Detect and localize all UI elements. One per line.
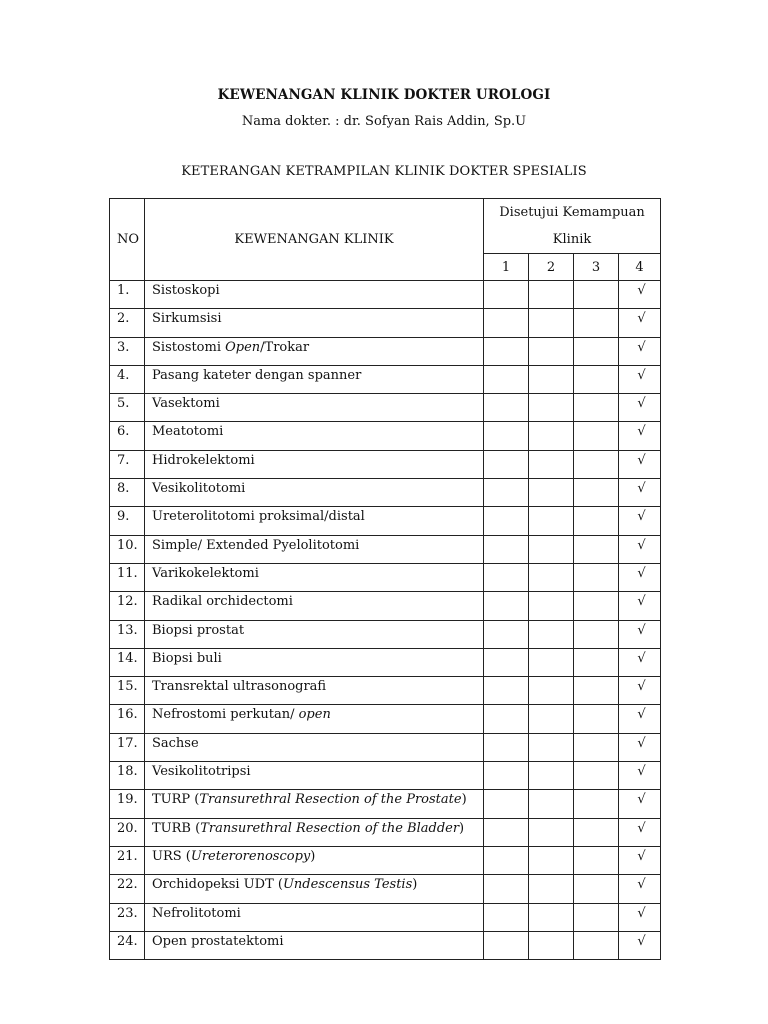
level-4-cell — [619, 648, 661, 676]
level-3-cell — [574, 309, 619, 337]
procedure-name-part: Orchidopeksi UDT ( — [152, 877, 283, 893]
level-2-cell — [529, 337, 574, 365]
level-2-cell — [529, 309, 574, 337]
table-row — [110, 365, 661, 393]
document-title: KEWENANGAN KLINIK DOKTER UROLOGI — [217, 87, 551, 103]
table-row — [110, 507, 661, 535]
check-mark: √ — [637, 764, 646, 780]
level-1-cell — [484, 281, 529, 309]
procedure-name — [145, 903, 484, 931]
table-row — [110, 563, 661, 591]
procedure-name-part: Hidrokelektomi — [152, 452, 255, 468]
row-number: 12. — [110, 592, 145, 620]
procedure-name-part: Vesikolitotomi — [152, 481, 246, 497]
level-4-cell — [619, 677, 661, 705]
check-mark: √ — [637, 792, 646, 808]
row-number: 18. — [110, 762, 145, 790]
level-2-cell — [529, 450, 574, 478]
procedure-name-part: Pasang kateter dengan spanner — [152, 367, 362, 383]
procedure-name — [145, 535, 484, 563]
level-4-cell — [619, 450, 661, 478]
level-2-cell — [529, 677, 574, 705]
level-4-cell — [619, 394, 661, 422]
level-3-cell — [574, 479, 619, 507]
row-number: 17. — [110, 733, 145, 761]
level-3-cell — [574, 422, 619, 450]
procedure-name-part: ) — [461, 792, 467, 808]
level-2-cell — [529, 818, 574, 846]
check-mark: √ — [637, 735, 646, 751]
level-4-cell — [619, 479, 661, 507]
row-number: 14. — [110, 648, 145, 676]
level-2-cell — [529, 422, 574, 450]
level-3-cell — [574, 677, 619, 705]
document-subtitle: KETERANGAN KETRAMPILAN KLINIK DOKTER SPESIALIS — [181, 164, 587, 179]
level-2-cell — [529, 365, 574, 393]
check-mark: √ — [637, 452, 646, 468]
level-2-cell — [529, 281, 574, 309]
procedure-name — [145, 648, 484, 676]
doctor-name-line: Nama dokter. : dr. Sofyan Rais Addin, Sp.U — [241, 114, 527, 129]
table-header-row — [110, 199, 661, 254]
level-3-cell — [574, 846, 619, 874]
level-4-cell — [619, 875, 661, 903]
check-mark: √ — [637, 537, 646, 553]
level-2-cell — [529, 705, 574, 733]
header-level-3: 3 — [574, 254, 619, 281]
level-1-cell — [484, 365, 529, 393]
level-2-cell — [529, 479, 574, 507]
procedure-name — [145, 450, 484, 478]
level-3-cell — [574, 875, 619, 903]
procedure-name-part: Meatotomi — [152, 424, 224, 440]
procedure-name-part: Transurethral Resection of the Bladder — [200, 820, 460, 836]
check-mark: √ — [637, 424, 646, 440]
table-row — [110, 846, 661, 874]
level-3-cell — [574, 903, 619, 931]
level-4-cell — [619, 931, 661, 959]
procedure-name-part: Nefrolitotomi — [152, 905, 241, 921]
level-3-cell — [574, 337, 619, 365]
level-2-cell — [529, 733, 574, 761]
level-2-cell — [529, 790, 574, 818]
row-number: 10. — [110, 535, 145, 563]
row-number: 13. — [110, 620, 145, 648]
level-1-cell — [484, 705, 529, 733]
procedure-name-part: ) — [459, 820, 465, 836]
procedure-name-part: Sachse — [152, 735, 199, 751]
procedure-name — [145, 620, 484, 648]
procedure-name — [145, 507, 484, 535]
header-no: NO — [110, 199, 145, 281]
level-1-cell — [484, 875, 529, 903]
row-number: 21. — [110, 846, 145, 874]
header-level-4: 4 — [619, 254, 661, 281]
row-number: 8. — [110, 479, 145, 507]
procedure-name — [145, 790, 484, 818]
procedure-name-part: TURP ( — [152, 792, 200, 808]
level-3-cell — [574, 818, 619, 846]
level-1-cell — [484, 450, 529, 478]
level-4-cell — [619, 592, 661, 620]
row-number: 19. — [110, 790, 145, 818]
table-row — [110, 394, 661, 422]
table-row — [110, 733, 661, 761]
check-mark: √ — [637, 311, 646, 327]
check-mark: √ — [637, 481, 646, 497]
level-3-cell — [574, 281, 619, 309]
level-4-cell — [619, 762, 661, 790]
level-2-cell — [529, 394, 574, 422]
table-row — [110, 677, 661, 705]
row-number: 2. — [110, 309, 145, 337]
procedure-name — [145, 762, 484, 790]
check-mark: √ — [637, 679, 646, 695]
level-1-cell — [484, 762, 529, 790]
level-1-cell — [484, 733, 529, 761]
check-mark: √ — [637, 707, 646, 723]
check-mark: √ — [637, 367, 646, 383]
table-row — [110, 422, 661, 450]
level-4-cell — [619, 535, 661, 563]
level-4-cell — [619, 563, 661, 591]
procedure-name-part: Sistostomi — [152, 339, 226, 355]
level-3-cell — [574, 592, 619, 620]
check-mark: √ — [637, 622, 646, 638]
row-number: 5. — [110, 394, 145, 422]
check-mark: √ — [637, 509, 646, 525]
row-number: 23. — [110, 903, 145, 931]
table-row — [110, 337, 661, 365]
procedure-name-part: Undescensus Testis — [282, 877, 413, 893]
level-4-cell — [619, 846, 661, 874]
procedure-name — [145, 733, 484, 761]
level-1-cell — [484, 648, 529, 676]
level-1-cell — [484, 337, 529, 365]
level-4-cell — [619, 309, 661, 337]
table-row — [110, 875, 661, 903]
level-1-cell — [484, 790, 529, 818]
level-1-cell — [484, 592, 529, 620]
table-row — [110, 535, 661, 563]
procedure-name — [145, 677, 484, 705]
procedure-name-part: Vasektomi — [152, 396, 220, 412]
table-row — [110, 450, 661, 478]
row-number: 20. — [110, 818, 145, 846]
level-4-cell — [619, 818, 661, 846]
check-mark: √ — [637, 565, 646, 581]
row-number: 16. — [110, 705, 145, 733]
check-mark: √ — [637, 905, 646, 921]
level-2-cell — [529, 563, 574, 591]
level-3-cell — [574, 563, 619, 591]
row-number: 4. — [110, 365, 145, 393]
check-mark: √ — [637, 820, 646, 836]
procedure-name-part: Open prostatektomi — [152, 933, 284, 949]
procedure-name-part: Transurethral Resection of the Prostate — [199, 792, 462, 808]
row-number: 22. — [110, 875, 145, 903]
table-row — [110, 479, 661, 507]
procedure-name — [145, 281, 484, 309]
check-mark: √ — [637, 283, 646, 298]
level-1-cell — [484, 903, 529, 931]
check-mark: √ — [637, 848, 646, 864]
row-number: 6. — [110, 422, 145, 450]
level-1-cell — [484, 507, 529, 535]
procedure-name — [145, 592, 484, 620]
procedure-name-part: Ureterolitotomi proksimal/distal — [152, 509, 365, 525]
header-level-1: 1 — [484, 254, 529, 281]
procedure-name — [145, 479, 484, 507]
table-row — [110, 818, 661, 846]
table-row — [110, 309, 661, 337]
check-mark: √ — [637, 594, 646, 610]
procedure-name-part: Vesikolitotripsi — [152, 764, 251, 780]
check-mark: √ — [637, 877, 646, 893]
level-2-cell — [529, 903, 574, 931]
procedure-name — [145, 422, 484, 450]
procedure-name — [145, 563, 484, 591]
procedure-name-part: Biopsi prostat — [152, 622, 245, 638]
procedure-name-part: Nefrostomi perkutan/ — [152, 707, 299, 723]
procedure-name-part: open — [298, 707, 331, 723]
level-3-cell — [574, 620, 619, 648]
level-1-cell — [484, 422, 529, 450]
procedure-name-part: /Trokar — [260, 339, 310, 355]
level-3-cell — [574, 394, 619, 422]
procedure-name — [145, 705, 484, 733]
procedure-name — [145, 818, 484, 846]
level-4-cell — [619, 705, 661, 733]
procedure-name-part: Simple/ Extended Pyelolitotomi — [152, 537, 360, 553]
level-2-cell — [529, 875, 574, 903]
level-3-cell — [574, 365, 619, 393]
level-4-cell — [619, 507, 661, 535]
procedure-name-part: Varikokelektomi — [152, 565, 259, 581]
table-row — [110, 790, 661, 818]
procedure-name — [145, 365, 484, 393]
level-2-cell — [529, 620, 574, 648]
row-number: 15. — [110, 677, 145, 705]
level-2-cell — [529, 846, 574, 874]
level-2-cell — [529, 507, 574, 535]
level-2-cell — [529, 648, 574, 676]
row-number: 24. — [110, 931, 145, 959]
check-mark: √ — [637, 933, 646, 949]
procedure-name-part: Radikal orchidectomi — [152, 594, 293, 610]
level-4-cell — [619, 337, 661, 365]
level-4-cell — [619, 620, 661, 648]
level-3-cell — [574, 931, 619, 959]
row-number: 7. — [110, 450, 145, 478]
procedure-name — [145, 309, 484, 337]
procedure-name-part: ) — [310, 848, 316, 864]
level-3-cell — [574, 450, 619, 478]
level-4-cell — [619, 903, 661, 931]
check-mark: √ — [637, 339, 646, 355]
procedure-name-part: Biopsi buli — [152, 650, 222, 666]
procedure-name — [145, 846, 484, 874]
table-row — [110, 762, 661, 790]
level-1-cell — [484, 309, 529, 337]
level-3-cell — [574, 733, 619, 761]
level-1-cell — [484, 846, 529, 874]
row-number: 9. — [110, 507, 145, 535]
header-name: KEWENANGAN KLINIK — [145, 199, 484, 281]
table-row — [110, 648, 661, 676]
procedure-name-part: Sirkumsisi — [152, 311, 222, 327]
procedure-name — [145, 875, 484, 903]
level-1-cell — [484, 818, 529, 846]
procedure-name-part: TURB ( — [152, 820, 201, 836]
level-3-cell — [574, 535, 619, 563]
level-2-cell — [529, 535, 574, 563]
level-4-cell — [619, 281, 661, 309]
procedure-name — [145, 394, 484, 422]
table-row — [110, 592, 661, 620]
check-mark: √ — [637, 650, 646, 666]
level-1-cell — [484, 394, 529, 422]
table-row — [110, 281, 661, 309]
competency-table — [109, 198, 661, 960]
level-1-cell — [484, 931, 529, 959]
row-number: 1. — [110, 281, 145, 309]
table-row — [110, 931, 661, 959]
level-1-cell — [484, 535, 529, 563]
level-4-cell — [619, 790, 661, 818]
level-3-cell — [574, 507, 619, 535]
procedure-name — [145, 931, 484, 959]
level-1-cell — [484, 620, 529, 648]
level-2-cell — [529, 931, 574, 959]
level-4-cell — [619, 422, 661, 450]
level-1-cell — [484, 677, 529, 705]
level-2-cell — [529, 592, 574, 620]
table-row — [110, 620, 661, 648]
procedure-name-part: Open — [225, 339, 261, 355]
level-4-cell — [619, 733, 661, 761]
procedure-name-part: URS ( — [152, 848, 191, 864]
row-number: 11. — [110, 563, 145, 591]
procedure-name-part: ) — [412, 877, 418, 893]
level-3-cell — [574, 790, 619, 818]
level-1-cell — [484, 479, 529, 507]
check-mark: √ — [637, 396, 646, 412]
procedure-name-part: Ureterorenoscopy — [190, 848, 311, 864]
procedure-name-part: Transrektal ultrasonografi — [152, 679, 327, 695]
level-2-cell — [529, 762, 574, 790]
level-1-cell — [484, 563, 529, 591]
row-number: 3. — [110, 337, 145, 365]
level-4-cell — [619, 365, 661, 393]
procedure-name-part: Sistoskopi — [152, 283, 220, 298]
header-approval-group: Disetujui Kemampuan Klinik — [484, 199, 661, 254]
table-body — [110, 281, 661, 960]
procedure-name — [145, 337, 484, 365]
header-level-2: 2 — [529, 254, 574, 281]
table-row — [110, 903, 661, 931]
level-3-cell — [574, 648, 619, 676]
level-3-cell — [574, 705, 619, 733]
table-row — [110, 705, 661, 733]
level-3-cell — [574, 762, 619, 790]
